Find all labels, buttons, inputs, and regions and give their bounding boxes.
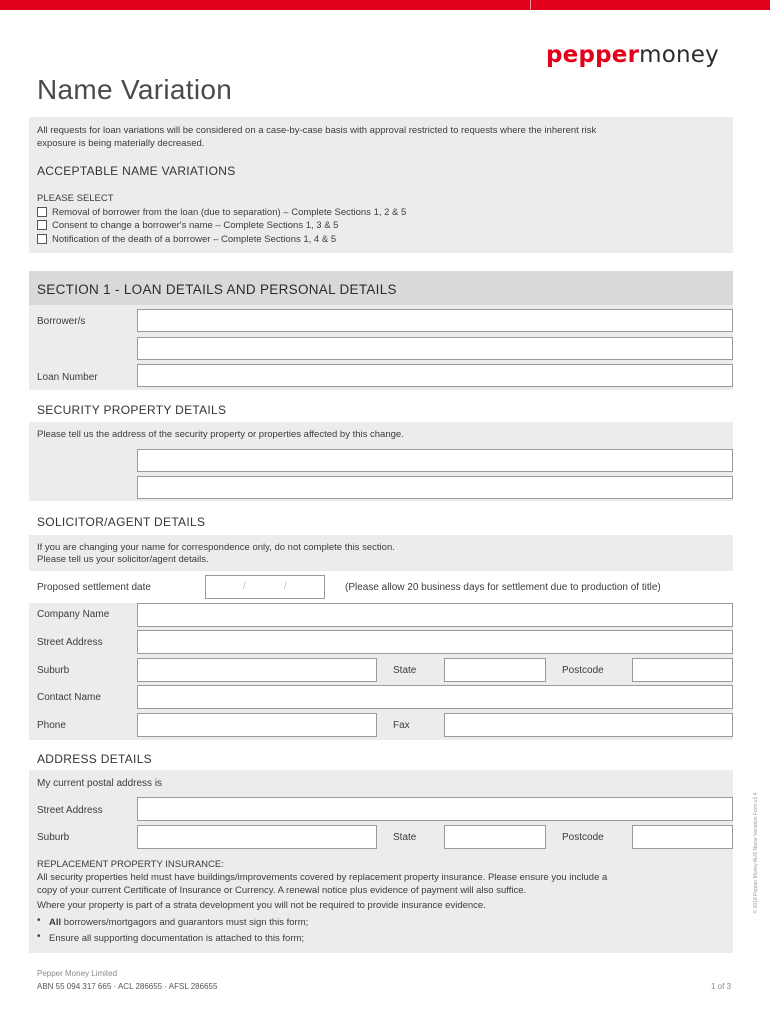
bullet-1-marker: • [37, 915, 41, 926]
footer-company: Pepper Money Limited [37, 969, 118, 978]
solicitor-state-field[interactable] [444, 658, 546, 682]
company-name-label: Company Name [37, 609, 110, 620]
security-instruction: Please tell us the address of the security property or properties affected by this change. [37, 429, 404, 440]
fax-label: Fax [393, 720, 410, 731]
address-state-label: State [393, 832, 417, 843]
address-suburb-label: Suburb [37, 832, 70, 843]
postal-address-label: My current postal address is [37, 778, 163, 789]
settlement-note: (Please allow 20 business days for settlement due to production of title) [345, 582, 661, 593]
settlement-date-field[interactable] [205, 575, 325, 599]
address-details-heading: ADDRESS DETAILS [37, 752, 152, 766]
security-address-field-2[interactable] [137, 476, 733, 499]
solicitor-postcode-field[interactable] [632, 658, 733, 682]
please-select-label: PLEASE SELECT [37, 193, 114, 204]
option-name-change-label: Consent to change a borrower's name – Complete Sections 1, 3 & 5 [52, 220, 339, 231]
solicitor-note-2: Please tell us your solicitor/agent details. [37, 554, 209, 565]
bullet-1-text [49, 916, 308, 929]
company-name-field[interactable] [137, 603, 733, 627]
solicitor-suburb-label: Suburb [37, 665, 70, 676]
insurance-line-2: copy of your current Certificate of Insurance or Currency. A renewal notice plus evidence of payment will also suffice. [37, 885, 527, 896]
logo-pepper-text: pepper [546, 42, 640, 68]
option-removal-checkbox[interactable] [37, 207, 47, 217]
solicitor-postcode-label: Postcode [562, 665, 604, 676]
phone-field[interactable] [137, 713, 377, 737]
borrowers-label: Borrower/s [37, 316, 86, 327]
page-title: Name Variation [37, 74, 233, 105]
bullet-2-text: Ensure all supporting documentation is attached to this form; [49, 933, 305, 944]
address-street-field[interactable] [137, 797, 733, 821]
fax-field[interactable] [444, 713, 733, 737]
loan-number-field[interactable] [137, 364, 733, 387]
phone-label: Phone [37, 720, 66, 731]
solicitor-suburb-field[interactable] [137, 658, 377, 682]
borrowers-field-2[interactable] [137, 337, 733, 360]
option-name-change-checkbox[interactable] [37, 220, 47, 230]
option-death-label: Notification of the death of a borrower – Complete Sections 1, 4 & 5 [52, 234, 337, 245]
contact-name-field[interactable] [137, 685, 733, 709]
address-suburb-field[interactable] [137, 825, 377, 849]
borrowers-field-1[interactable] [137, 309, 733, 332]
top-brand-bar [0, 0, 770, 10]
insurance-heading: REPLACEMENT PROPERTY INSURANCE: [37, 859, 224, 870]
date-separator-2: / [284, 581, 287, 592]
section-1-heading: SECTION 1 - LOAN DETAILS AND PERSONAL DETAILS [37, 282, 397, 297]
solicitor-street-label: Street Address [37, 637, 103, 648]
bullet-1-rest: borrowers/mortgagors and guarantors must sign this form; [61, 917, 309, 928]
address-postcode-field[interactable] [632, 825, 733, 849]
logo-money-text: money [639, 42, 719, 68]
address-postcode-label: Postcode [562, 832, 604, 843]
settlement-date-label: Proposed settlement date [37, 582, 151, 593]
top-bar-divider [530, 0, 531, 10]
insurance-line-1: All security properties held must have buildings/improvements covered by replacement property insurance. Please ensure you include a [37, 872, 608, 883]
form-version-side-note: © 2018 Pepper Money AUS Name Variation Form v1.4 [753, 792, 759, 914]
address-street-label: Street Address [37, 805, 103, 816]
solicitor-state-label: State [393, 665, 417, 676]
solicitor-street-field[interactable] [137, 630, 733, 654]
intro-line-2: exposure is being materially decreased. [37, 138, 205, 149]
pepper-money-logo [546, 42, 719, 68]
footer-abn: ABN 55 094 317 665 · ACL 286655 · AFSL 286655 [37, 982, 218, 991]
security-address-field-1[interactable] [137, 449, 733, 472]
acceptable-variations-heading: ACCEPTABLE NAME VARIATIONS [37, 164, 236, 178]
bullet-1-bold: All [49, 917, 62, 928]
option-death-checkbox[interactable] [37, 234, 47, 244]
page-number: 1 of 3 [711, 982, 732, 991]
solicitor-heading: SOLICITOR/AGENT DETAILS [37, 515, 206, 529]
loan-number-label: Loan Number [37, 372, 98, 383]
solicitor-note-1: If you are changing your name for correspondence only, do not complete this section. [37, 542, 395, 553]
address-state-field[interactable] [444, 825, 546, 849]
date-separator-1: / [243, 581, 246, 592]
intro-line-1: All requests for loan variations will be considered on a case-by-case basis with approval restricted to requests where the inherent risk [37, 125, 597, 136]
option-removal-label: Removal of borrower from the loan (due to separation) – Complete Sections 1, 2 & 5 [52, 207, 407, 218]
insurance-line-3: Where your property is part of a strata development you will not be required to provide insurance evidence. [37, 900, 486, 911]
security-property-heading: SECURITY PROPERTY DETAILS [37, 403, 227, 417]
contact-name-label: Contact Name [37, 692, 101, 703]
bullet-2-marker: • [37, 931, 41, 942]
